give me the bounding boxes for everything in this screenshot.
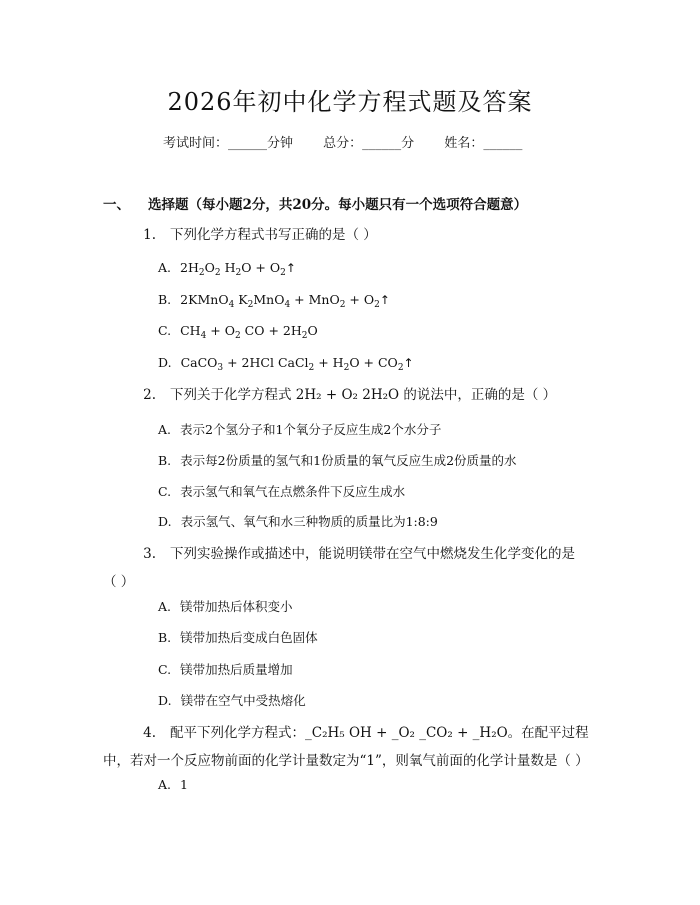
option-label: A. bbox=[158, 422, 172, 437]
option-1d bbox=[158, 355, 414, 373]
page-title: 2026年初中化学方程式题及答案 bbox=[167, 88, 533, 116]
option-equation: 2KMnO$_4$ $K_2MnO_4 + MnO_2$ + $O_2↑$ bbox=[180, 292, 390, 310]
option-label: D. bbox=[158, 355, 172, 370]
option-1c bbox=[158, 323, 318, 341]
total-score-field: 总分：______分 bbox=[323, 136, 415, 151]
option-1b bbox=[158, 292, 390, 310]
option-text: 镁带加热后变成白色固体 bbox=[180, 630, 318, 645]
option-label: B. bbox=[158, 453, 172, 468]
question-3 bbox=[103, 540, 583, 596]
question-2 bbox=[103, 381, 603, 409]
question-number: 4. bbox=[143, 725, 156, 741]
option-equation: $CH_4 + O_2$ CO + $2H_2O$ bbox=[180, 323, 318, 341]
question-text: 下列关于化学方程式 2H₂ + O₂ 2H₂O 的说法中，正确的是（ ） bbox=[170, 387, 557, 403]
question-text: 配平下列化学方程式：_C₂H₅ OH + _O₂ _CO₂ + _H₂O。在配平过程中，若对一个反应物前面的化学计量数定为“1”，则氧气前面的化学计量数是（ ） bbox=[103, 725, 589, 769]
option-label: D. bbox=[158, 514, 172, 529]
question-number: 1. bbox=[143, 227, 156, 243]
option-label: A. bbox=[158, 599, 172, 614]
question-number: 3. bbox=[143, 546, 156, 562]
option-text: 镁带加热后体积变小 bbox=[180, 599, 293, 614]
option-label: C. bbox=[158, 484, 172, 499]
option-2b bbox=[158, 451, 517, 469]
option-label: A. bbox=[158, 260, 172, 275]
option-3b bbox=[158, 628, 318, 646]
option-equation: CaCO$_3$ + 2HCl CaCl$_2$ + $H_2O$ + $CO_2↑$ bbox=[180, 355, 414, 373]
option-3d bbox=[158, 691, 306, 709]
question-text: 下列实验操作或描述中，能说明镁带在空气中燃烧发生化学变化的是（ ） bbox=[103, 546, 575, 590]
option-2a bbox=[158, 420, 441, 438]
question-1 bbox=[103, 221, 603, 249]
question-number: 2. bbox=[143, 387, 156, 403]
option-2d bbox=[158, 512, 438, 530]
option-1a bbox=[158, 260, 296, 278]
option-label: C. bbox=[158, 323, 172, 338]
option-text: 表示每2份质量的氢气和1份质量的氧气反应生成2份质量的水 bbox=[180, 453, 517, 468]
option-label: C. bbox=[158, 662, 172, 677]
option-2c bbox=[158, 482, 405, 500]
section-number: 一、 bbox=[103, 197, 130, 213]
option-3a bbox=[158, 597, 293, 615]
option-4a bbox=[158, 777, 188, 792]
option-text: 表示2个氢分子和1个氧分子反应生成2个水分子 bbox=[180, 422, 442, 437]
section-heading bbox=[103, 193, 527, 213]
option-text: 表示氢气和氧气在点燃条件下反应生成水 bbox=[180, 484, 406, 499]
exam-time-field: 考试时间：______分钟 bbox=[163, 136, 294, 151]
option-label: B. bbox=[158, 630, 172, 645]
option-text: 表示氢气、氧气和水三种物质的质量比为1:8:9 bbox=[180, 514, 438, 529]
student-name-field: 姓名：______ bbox=[444, 136, 523, 151]
option-text: 镁带在空气中受热熔化 bbox=[180, 693, 306, 708]
option-label: D. bbox=[158, 693, 172, 708]
option-text: 1 bbox=[180, 777, 188, 792]
option-text: 镁带加热后质量增加 bbox=[180, 662, 293, 677]
question-4 bbox=[103, 719, 593, 775]
option-label: B. bbox=[158, 292, 172, 307]
question-text: 下列化学方程式书写正确的是（ ） bbox=[170, 227, 377, 243]
section-title: 选择题（每小题2分，共20分。每小题只有一个选项符合题意） bbox=[148, 197, 528, 213]
option-3c bbox=[158, 660, 293, 678]
exam-info bbox=[163, 132, 522, 151]
option-equation: $2H_2O_2$ $H_2O$ + $O_2↑$ bbox=[180, 260, 296, 278]
option-label: A. bbox=[158, 777, 172, 792]
